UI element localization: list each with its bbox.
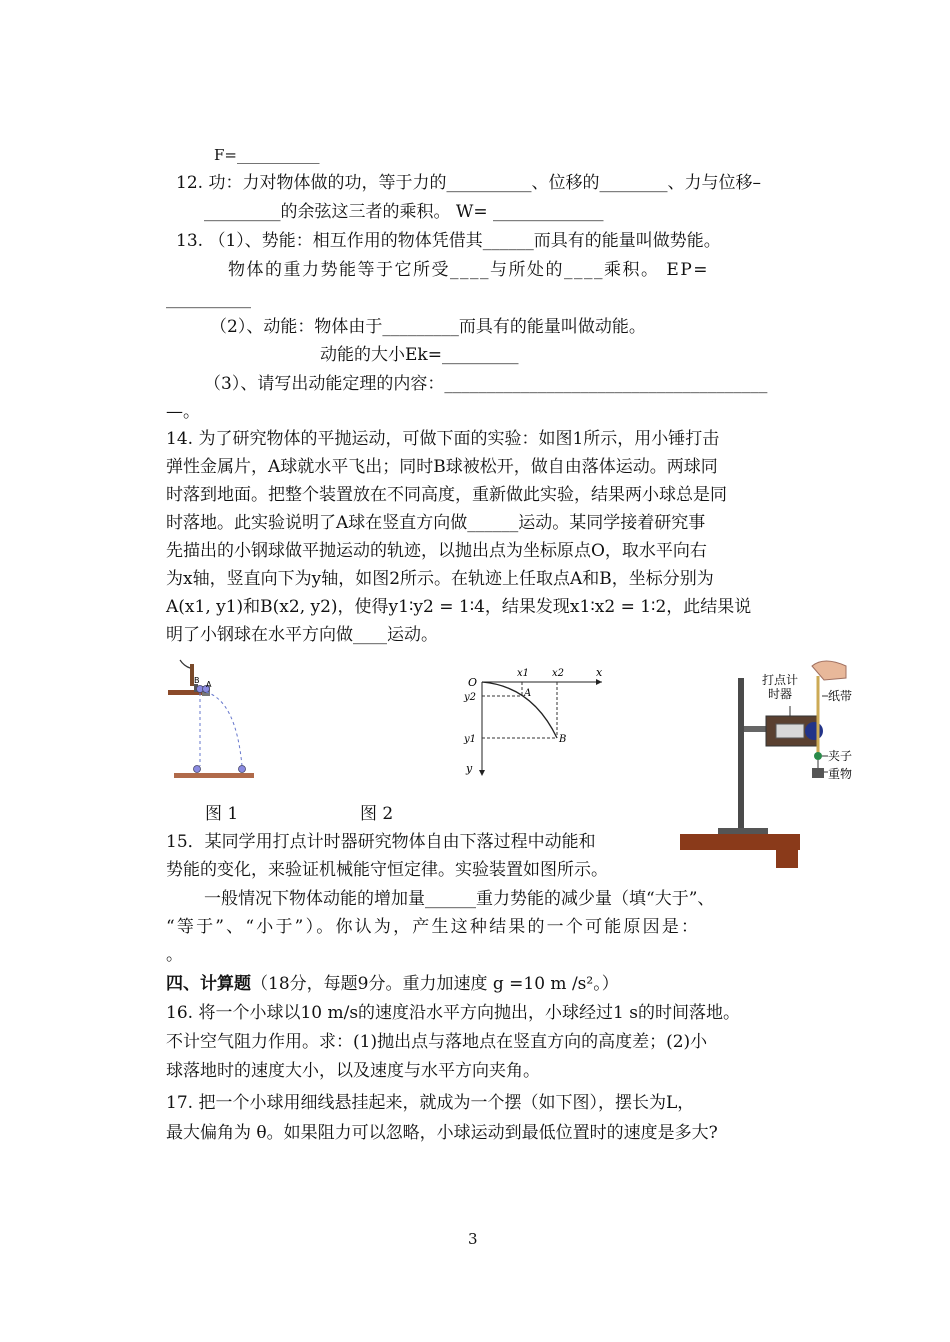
fig2-y1: y1 [464, 734, 477, 745]
q17-line1: 17. 把一个小球用细线悬挂起来，就成为一个摆（如下图），摆长为L， [166, 1093, 695, 1113]
fig3-tape-label: 纸带 [828, 689, 853, 703]
q13-line7: —。 [166, 402, 200, 422]
q13-line4: （2）、动能：物体由于_________而具有的能量叫做动能。 [210, 317, 646, 337]
fig2-x: x [596, 666, 603, 679]
fig2-point-b: B [559, 734, 567, 745]
fig3-timer-label2: 时器 [768, 687, 793, 701]
q14-line3: 时落到地面。把整个装置放在不同高度，重新做此实验，结果两小球总是同 [166, 485, 727, 505]
figure-2 [462, 662, 622, 780]
q13-line5: 动能的大小Ek=_________ [320, 345, 519, 365]
q15-line4: “等于”、“小于”）。你认为，产生这种结果的一个可能原因是： [166, 917, 701, 937]
q13-line6: （3）、请写出动能定理的内容：______________________________________ [204, 374, 768, 394]
q14-line5: 先描出的小钢球做平抛运动的轨迹，以抛出点为坐标原点O，取水平向右 [166, 541, 707, 561]
q14-line8: 明了小钢球在水平方向做____运动。 [166, 625, 438, 645]
q13-line2: 物体的重力势能等于它所受____与所处的____乘积。 EP= [228, 260, 709, 280]
fig2-y: y [466, 762, 473, 775]
section-note: （18分，每题9分。重力加速度 g =10 m /s²。） [251, 974, 619, 994]
q17-line2: 最大偏角为 θ。如果阻力可以忽略，小球运动到最低位置时的速度是多大? [166, 1123, 718, 1143]
q16-line2: 不计空气阻力作用。求：(1)抛出点与落地点在竖直方向的高度差；(2)小 [166, 1032, 708, 1052]
q14-line1: 14. 为了研究物体的平抛运动，可做下面的实验：如图1所示，用小锤打击 [166, 429, 720, 449]
figure-3-apparatus [678, 656, 860, 870]
q15-line1: 15．某同学用打点计时器研究物体自由下落过程中动能和 [166, 832, 596, 852]
q16-line3: 球落地时的速度大小，以及速度与水平方向夹角。 [166, 1061, 540, 1081]
q14-line2: 弹性金属片，A球就水平飞出；同时B球被松开，做自由落体运动。两球同 [166, 457, 718, 477]
fig2-caption: 图 2 [360, 804, 394, 824]
q14-line6: 为x轴，竖直向下为y轴，如图2所示。在轨迹上任取点A和B，坐标分别为 [166, 569, 714, 589]
fig1-caption: 图 1 [205, 804, 239, 824]
page-number: 3 [468, 1230, 478, 1248]
fig2-x1: x1 [517, 668, 530, 679]
fig2-origin: O [468, 676, 478, 689]
q15-line5: 。 [166, 945, 183, 965]
fig1-label-b: B [194, 676, 200, 685]
fig3-weight-label: 重物 [828, 767, 853, 781]
q13-line3: __________ [166, 289, 251, 309]
q12-line2: _________的余弦这三者的乘积。 W= _____________ [204, 202, 604, 222]
fig3-timer-label: 打点计 [762, 673, 799, 687]
section-heading: 四、计算题 [166, 974, 251, 994]
fig2-y2: y2 [464, 692, 477, 703]
q16-line1: 16. 将一个小球以10 m/s的速度沿水平方向抛出，小球经过1 s的时间落地。 [166, 1003, 740, 1023]
q14-line4: 时落地。此实验说明了A球在竖直方向做______运动。某同学接着研究事 [166, 513, 706, 533]
fig1-label-a: A [206, 680, 212, 689]
line-f: F=___________ [214, 146, 320, 164]
q12-line1: 12. 功：力对物体做的功，等于力的__________、位移的________、力与位移– [176, 173, 761, 193]
figure-1 [166, 656, 256, 782]
fig3-clip-label: 夹子 [828, 749, 853, 763]
q14-line7: A(x1, y1)和B(x2, y2)，使得y1∶y2 = 1∶4，结果发现x1∶x2 = 1∶2，此结果说 [166, 597, 752, 617]
q13-line1: 13. （1）、势能：相互作用的物体凭借其______而具有的能量叫做势能。 [176, 231, 721, 251]
q15-line3: 一般情况下物体动能的增加量______重力势能的减少量（填“大于”、 [204, 889, 715, 909]
fig2-x2: x2 [552, 668, 565, 679]
q15-line2: 势能的变化，来验证机械能守恒定律。实验装置如图所示。 [166, 860, 608, 880]
fig2-point-a: A [524, 688, 532, 699]
